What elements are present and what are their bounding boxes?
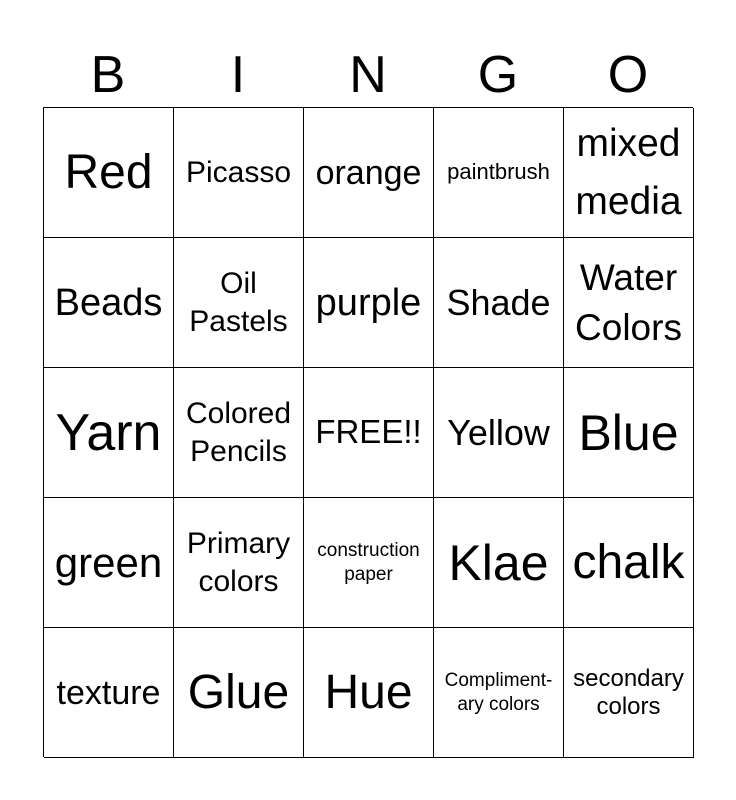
cell-label: orange (315, 153, 422, 192)
bingo-cell[interactable] (434, 238, 564, 368)
bingo-cell[interactable] (44, 368, 174, 498)
cell-label: Blue (578, 404, 679, 461)
bingo-cell[interactable] (564, 108, 694, 238)
bingo-cell[interactable] (434, 368, 564, 498)
cell-label: texture (56, 673, 161, 712)
cell-label: Picasso (185, 155, 292, 189)
header-letter-n: N (349, 46, 387, 104)
cell-label: Glue (187, 665, 290, 719)
bingo-cell[interactable] (44, 628, 174, 758)
bingo-cell[interactable] (44, 498, 174, 628)
bingo-cell[interactable] (564, 238, 694, 368)
header-letter-i: I (230, 46, 246, 104)
bingo-cell[interactable] (304, 498, 434, 628)
bingo-cell[interactable] (564, 368, 694, 498)
bingo-cell[interactable] (174, 368, 304, 498)
cell-label: paintbrush (447, 159, 550, 185)
cell-label: Klae (448, 534, 549, 591)
bingo-cell[interactable] (174, 628, 304, 758)
bingo-cell[interactable] (44, 108, 174, 238)
bingo-cell[interactable] (564, 628, 694, 758)
bingo-header (43, 45, 693, 105)
cell-label: Hue (324, 665, 413, 719)
bingo-cell[interactable] (304, 628, 434, 758)
cell-label: Beads (54, 281, 163, 324)
bingo-cell[interactable] (174, 238, 304, 368)
free-space-cell[interactable] (304, 368, 434, 498)
cell-label: Compliment- ary colors (444, 669, 553, 715)
bingo-cell[interactable] (304, 108, 434, 238)
cell-label: mixed media (575, 121, 682, 223)
cell-label: Yarn (55, 403, 162, 462)
header-letter-o: O (607, 46, 649, 104)
bingo-cell[interactable] (434, 628, 564, 758)
bingo-cell[interactable] (44, 238, 174, 368)
cell-label: Water Colors (575, 256, 682, 348)
bingo-cell[interactable] (434, 498, 564, 628)
cell-label: construction paper (317, 539, 420, 585)
cell-label: secondary colors (573, 664, 684, 720)
cell-label: green (54, 538, 163, 586)
cell-label: purple (315, 281, 422, 324)
header-letter-b: B (90, 46, 126, 104)
bingo-cell[interactable] (174, 498, 304, 628)
cell-label: Yellow (447, 411, 550, 453)
cell-label: Colored Pencils (185, 397, 292, 468)
cell-label: Oil Pastels (189, 267, 288, 338)
cell-label: Primary colors (186, 527, 291, 598)
bingo-cell[interactable] (434, 108, 564, 238)
cell-label: Red (64, 145, 153, 199)
header-letter-g: G (477, 46, 519, 104)
free-space-label: FREE!! (315, 413, 422, 451)
cell-label: Shade (446, 281, 551, 323)
bingo-card-grid (43, 107, 693, 757)
bingo-cell[interactable] (174, 108, 304, 238)
cell-label: chalk (572, 535, 685, 589)
bingo-cell[interactable] (564, 498, 694, 628)
bingo-cell[interactable] (304, 238, 434, 368)
